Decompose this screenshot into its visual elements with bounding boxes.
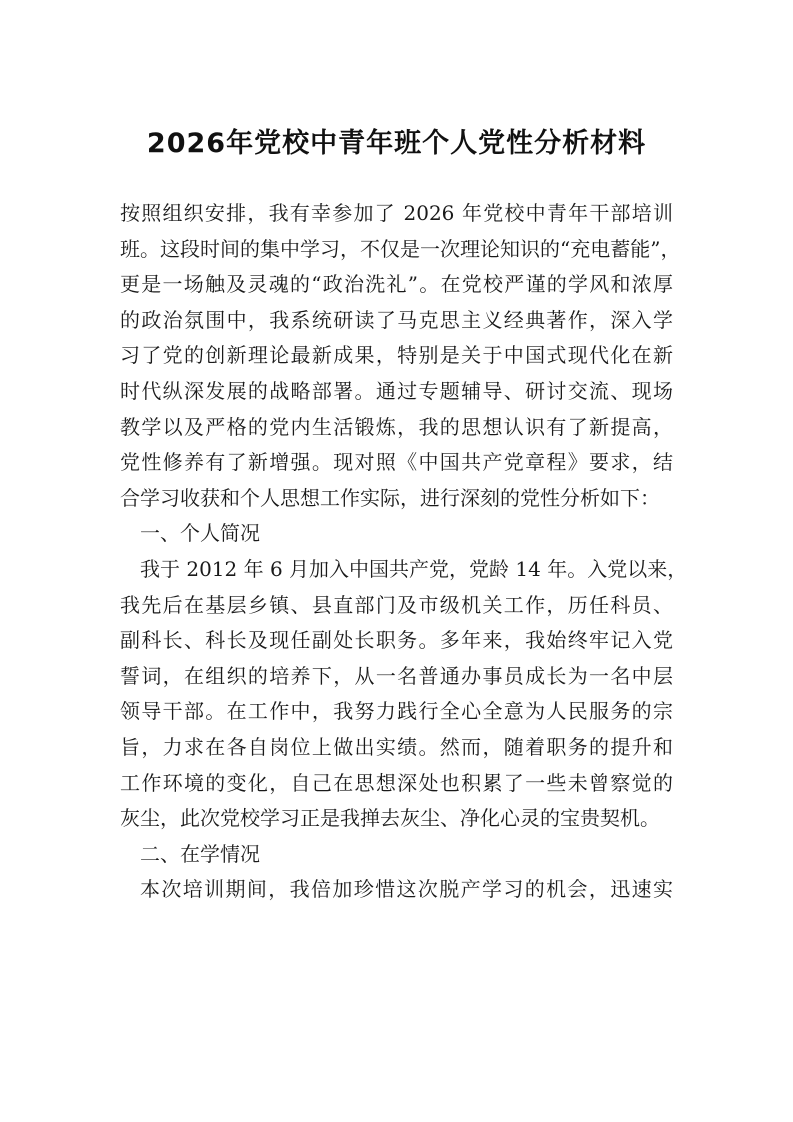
text-line: 合学习收获和个人思想工作实际，进行深刻的党性分析如下：: [120, 485, 660, 510]
document-body: [120, 196, 688, 908]
text-line: 我于 2012 年 6 月加入中国共产党，党龄 14 年。入党以来，: [140, 556, 688, 581]
text-line: 副科长、科长及现任副处长职务。多年来，我始终牢记入党: [120, 628, 673, 653]
paragraph-study-status: [120, 872, 673, 908]
text-line: 旨，力求在各自岗位上做出实绩。然而，随着职务的提升和: [120, 734, 673, 759]
section-heading-study-status: 二、在学情况: [140, 841, 260, 866]
text-line: 本次培训期间，我倍加珍惜这次脱产学习的机会，迅速实: [140, 877, 673, 902]
text-line: 党性修养有了新增强。现对照《中国共产党章程》要求，结: [120, 450, 673, 475]
text-line: 更是一场触及灵魂的“政治洗礼”。在党校严谨的学风和浓厚: [120, 272, 673, 297]
text-line: 工作环境的变化，自己在思想深处也积累了一些未曾察觉的: [120, 770, 673, 795]
text-line: 班。这段时间的集中学习，不仅是一次理论知识的“充电蓄能”，: [120, 236, 681, 261]
text-line: 誓词，在组织的培养下，从一名普通办事员成长为一名中层: [120, 663, 673, 688]
text-line: 领导干部。在工作中，我努力践行全心全意为人民服务的宗: [120, 699, 673, 724]
section-heading-personal-profile: 一、个人简况: [140, 521, 260, 546]
text-line: 按照组织安排，我有幸参加了 2026 年党校中青年干部培训: [120, 201, 673, 225]
text-line: 时代纵深发展的战略部署。通过专题辅导、研讨交流、现场: [120, 378, 673, 403]
paragraph-personal-profile: [120, 552, 688, 837]
text-line: 灰尘，此次党校学习正是我掸去灰尘、净化心灵的宝贵契机。: [120, 806, 660, 831]
text-line: 我先后在基层乡镇、县直部门及市级机关工作，历任科员、: [120, 592, 673, 617]
text-line: 教学以及严格的党内生活锻炼，我的思想认识有了新提高，: [120, 414, 673, 439]
document-title: 2026年党校中青年班个人党性分析材料: [146, 128, 647, 159]
text-line: 的政治氛围中，我系统研读了马克思主义经典著作，深入学: [120, 307, 673, 332]
paragraph-intro: [120, 196, 681, 516]
text-line: 习了党的创新理论最新成果，特别是关于中国式现代化在新: [120, 343, 673, 368]
